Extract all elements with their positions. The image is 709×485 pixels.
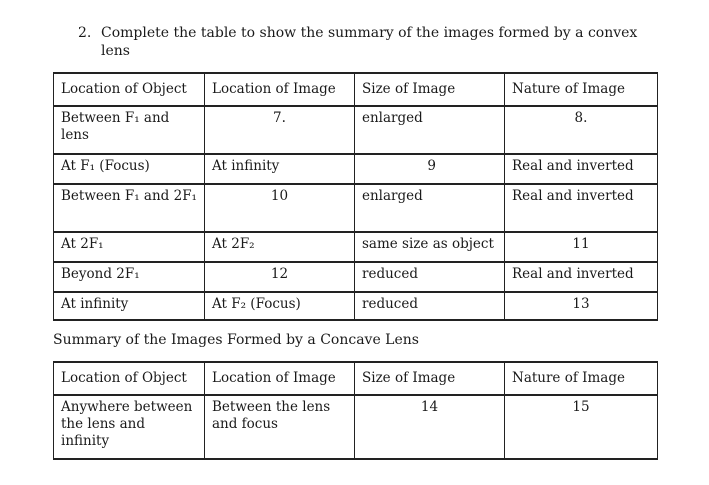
answer-blank-11: 11: [505, 232, 658, 262]
header-nature-of-image: Nature of Image: [505, 73, 658, 106]
table-row: [54, 292, 658, 320]
cell-image-location: At infinity: [205, 154, 355, 184]
question-number: 2.: [78, 25, 92, 41]
answer-blank-15: 15: [505, 395, 658, 459]
convex-lens-table: [53, 72, 658, 321]
answer-blank-13: 13: [505, 292, 658, 320]
header-nature-of-image: Nature of Image: [505, 362, 658, 395]
cell-object: Beyond 2F₁: [54, 262, 205, 292]
answer-blank-9: 9: [355, 154, 505, 184]
cell-nature: Real and inverted: [505, 262, 658, 292]
header-location-of-object: Location of Object: [54, 73, 205, 106]
header-location-of-image: Location of Image: [205, 73, 355, 106]
cell-image-location: Between the lens and focus: [205, 395, 355, 459]
cell-size: enlarged: [355, 184, 505, 232]
answer-blank-10: 10: [205, 184, 355, 232]
table-row: [54, 262, 658, 292]
cell-object: Between F₁ and 2F₁: [54, 184, 205, 232]
table-row: [54, 232, 658, 262]
answer-blank-8: 8.: [505, 106, 658, 154]
cell-object: At infinity: [54, 292, 205, 320]
answer-blank-7: 7.: [205, 106, 355, 154]
table-row: [54, 106, 658, 154]
cell-object: Between F₁ and lens: [54, 106, 205, 154]
cell-size: enlarged: [355, 106, 505, 154]
header-location-of-image: Location of Image: [205, 362, 355, 395]
concave-table-caption: Summary of the Images Formed by a Concave Lens: [53, 332, 419, 348]
cell-object: At 2F₁: [54, 232, 205, 262]
answer-blank-14: 14: [355, 395, 505, 459]
cell-image-location: At 2F₂: [205, 232, 355, 262]
table-row: [54, 154, 658, 184]
question-prompt: [78, 24, 668, 60]
table-row: [54, 395, 658, 459]
cell-size: reduced: [355, 262, 505, 292]
cell-size: reduced: [355, 292, 505, 320]
table-header-row: [54, 362, 658, 395]
cell-size: same size as object: [355, 232, 505, 262]
concave-lens-table: [53, 361, 658, 460]
cell-image-location: At F₂ (Focus): [205, 292, 355, 320]
header-location-of-object: Location of Object: [54, 362, 205, 395]
cell-object: Anywhere between the lens and infinity: [54, 395, 205, 459]
cell-nature: Real and inverted: [505, 184, 658, 232]
cell-object: At F₁ (Focus): [54, 154, 205, 184]
cell-nature: Real and inverted: [505, 154, 658, 184]
question-text: Complete the table to show the summary of the images formed by a convex lens: [101, 25, 638, 59]
header-size-of-image: Size of Image: [355, 362, 505, 395]
answer-blank-12: 12: [205, 262, 355, 292]
table-row: [54, 184, 658, 232]
header-size-of-image: Size of Image: [355, 73, 505, 106]
table-header-row: [54, 73, 658, 106]
